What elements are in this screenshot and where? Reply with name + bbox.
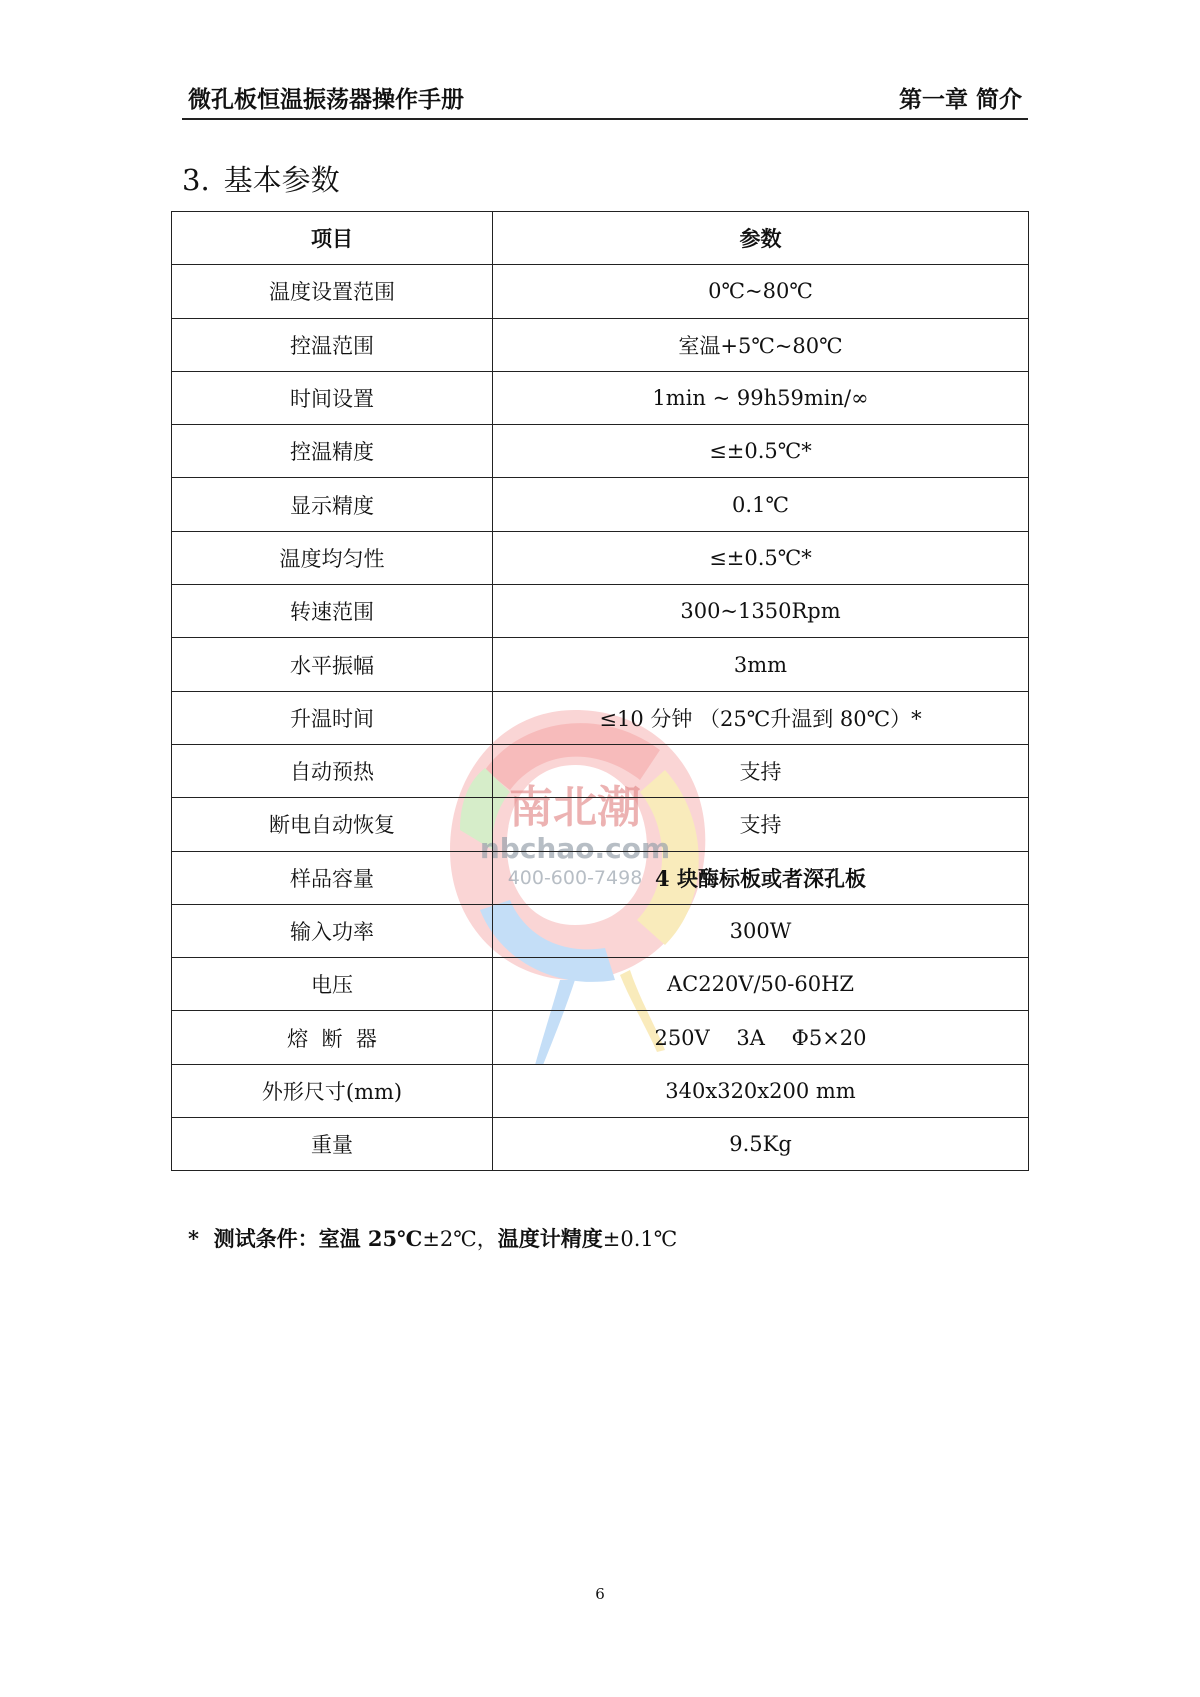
table-header-row <box>172 212 1029 265</box>
page-number: 6 <box>595 1585 605 1603</box>
row-item: 输入功率 <box>172 904 493 957</box>
page-header <box>182 86 1028 120</box>
row-value: AC220V/50-60HZ <box>493 958 1029 1011</box>
svg-text:400-600-7498: 400-600-7498 <box>507 867 643 889</box>
row-value: ≤10 分钟 （25℃升温到 80℃）* <box>493 691 1029 744</box>
row-value: 室温+5℃~80℃ <box>493 318 1029 371</box>
table-row <box>172 744 1029 797</box>
row-item: 控温精度 <box>172 425 493 478</box>
table-row <box>172 478 1029 531</box>
row-item: 显示精度 <box>172 478 493 531</box>
table-row <box>172 691 1029 744</box>
row-item: 升温时间 <box>172 691 493 744</box>
table-row <box>172 851 1029 904</box>
test-conditions-note <box>188 1223 677 1253</box>
table-row <box>172 798 1029 851</box>
row-value: 3mm <box>493 638 1029 691</box>
row-value: 9.5Kg <box>493 1118 1029 1171</box>
svg-text:nbchao.com: nbchao.com <box>479 832 671 865</box>
row-item: 重量 <box>172 1118 493 1171</box>
section-number: 3. <box>182 163 210 197</box>
note-bold-1: * 测试条件：室温 25℃ <box>188 1226 423 1251</box>
row-value: 300W <box>493 904 1029 957</box>
row-value: ≤±0.5℃* <box>493 425 1029 478</box>
row-item: 温度均匀性 <box>172 531 493 584</box>
chapter-title: 第一章 简介 <box>898 86 1022 113</box>
row-item: 电压 <box>172 958 493 1011</box>
row-value: ≤±0.5℃* <box>493 531 1029 584</box>
row-item: 水平振幅 <box>172 638 493 691</box>
column-header-value: 参数 <box>493 212 1029 265</box>
row-value: 250V 3A Φ5×20 <box>493 1011 1029 1064</box>
row-item: 自动预热 <box>172 744 493 797</box>
table-row <box>172 958 1029 1011</box>
row-item: 转速范围 <box>172 585 493 638</box>
note-normal-1: ±2℃， <box>422 1227 498 1251</box>
row-value: 支持 <box>493 744 1029 797</box>
table-row <box>172 265 1029 318</box>
row-value: 4 块酶标板或者深孔板 <box>493 851 1029 904</box>
table-row <box>172 318 1029 371</box>
section-title: 基本参数 <box>223 163 340 197</box>
row-value: 0.1℃ <box>493 478 1029 531</box>
table-row <box>172 585 1029 638</box>
row-item: 断电自动恢复 <box>172 798 493 851</box>
row-value: 340x320x200 mm <box>493 1064 1029 1117</box>
note-normal-2: ±0.1℃ <box>602 1227 678 1251</box>
row-item: 时间设置 <box>172 371 493 424</box>
manual-title: 微孔板恒温振荡器操作手册 <box>188 86 464 113</box>
table-row <box>172 531 1029 584</box>
table-row <box>172 425 1029 478</box>
table-row <box>172 1118 1029 1171</box>
row-item: 熔 断 器 <box>172 1011 493 1064</box>
parameter-table <box>171 211 1029 1171</box>
table-row <box>172 904 1029 957</box>
row-item: 控温范围 <box>172 318 493 371</box>
row-item: 外形尺寸(mm) <box>172 1064 493 1117</box>
table-row <box>172 1011 1029 1064</box>
table-row <box>172 371 1029 424</box>
svg-text:南北潮: 南北潮 <box>509 782 641 833</box>
table-row <box>172 638 1029 691</box>
row-item: 样品容量 <box>172 851 493 904</box>
row-value: 300~1350Rpm <box>493 585 1029 638</box>
note-bold-2: 温度计精度 <box>497 1226 603 1251</box>
section-heading <box>182 158 340 199</box>
row-value: 1min ~ 99h59min/∞ <box>493 371 1029 424</box>
table-row <box>172 1064 1029 1117</box>
column-header-item: 项目 <box>172 212 493 265</box>
row-item: 温度设置范围 <box>172 265 493 318</box>
row-value: 支持 <box>493 798 1029 851</box>
row-value: 0℃~80℃ <box>493 265 1029 318</box>
